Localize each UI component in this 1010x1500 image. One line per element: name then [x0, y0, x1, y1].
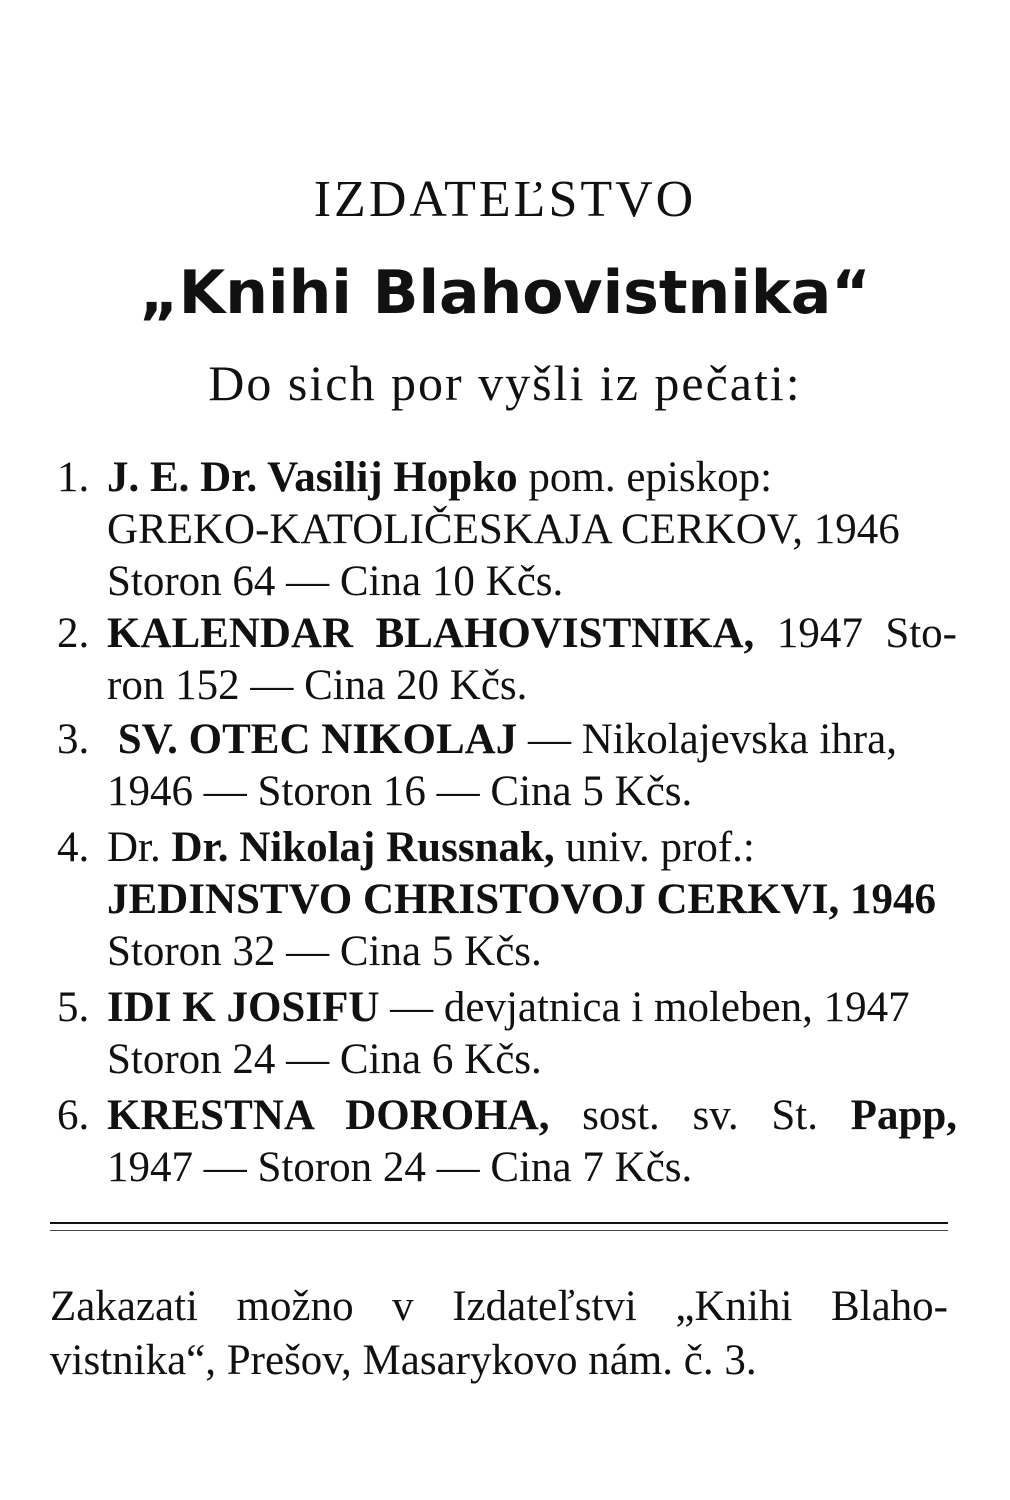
item-number: 3.	[57, 716, 90, 763]
item-author: Papp,	[850, 1092, 958, 1139]
item-number: 6.	[57, 1092, 90, 1139]
publisher-heading: IZDATEĽSTVO	[313, 171, 697, 228]
item-author: Dr. Nikolaj Russnak,	[171, 824, 555, 871]
item-title-line	[107, 982, 957, 1034]
item-author-line: Dr. Dr. Nikolaj Russnak, univ. prof.:	[107, 824, 755, 871]
item-author-line	[107, 452, 957, 504]
item-author-note: pom. episkop:	[528, 454, 773, 501]
divider-rule-thin	[50, 1230, 948, 1231]
item-number: 1.	[57, 454, 90, 501]
item-details: 1947 — Storon 24 — Cina 7 Kčs.	[107, 1144, 693, 1191]
item-author: J. E. Dr. Vasilij Hopko	[107, 454, 518, 501]
item-title-rest: — devjatnica i moleben, 1947	[390, 984, 910, 1031]
item-author-note: univ. prof.:	[565, 824, 755, 871]
item-title: KALENDAR BLAHOVISTNIKA,	[107, 610, 755, 657]
divider-rule	[50, 1222, 948, 1224]
item-details: Storon 32 — Cina 5 Kčs.	[107, 928, 542, 975]
item-details: ron 152 — Cina 20 Kčs.	[107, 662, 528, 709]
publisher-name-title: „Knihi Blahovistnika“	[139, 258, 871, 328]
order-footer	[50, 1280, 948, 1388]
item-number: 4.	[57, 824, 90, 871]
subtitle: Do sich por vyšli iz pečati:	[208, 355, 802, 411]
item-title-line	[107, 714, 957, 766]
item-details: Storon 24 — Cina 6 Kčs.	[107, 1036, 542, 1083]
item-details: 1946 — Storon 16 — Cina 5 Kčs.	[107, 768, 693, 815]
footer-line-2: vistnika“, Prešov, Masarykovo nám. č. 3.	[50, 1337, 757, 1384]
item-title-rest: 1947 Sto-	[776, 610, 957, 657]
item-title: IDI K JOSIFU	[107, 984, 380, 1031]
item-title-rest: sost. sv. St.	[582, 1092, 818, 1139]
item-title: SV. OTEC NIKOLAJ	[117, 716, 518, 763]
footer-line-1: Zakazati možno v Izdateľstvi „Knihi Blaho-	[50, 1283, 948, 1330]
item-title: KRESTNA DOROHA,	[107, 1092, 550, 1139]
item-number: 5.	[57, 984, 90, 1031]
item-title-line	[107, 1090, 957, 1142]
item-title-rest: — Nikolajevska ihra,	[527, 716, 897, 763]
item-title: GREKO-KATOLIČESKAJA CERKOV, 1946	[107, 506, 900, 553]
item-title: JEDINSTVO CHRISTOVOJ CERKVI, 1946	[107, 876, 936, 923]
item-number: 2.	[57, 610, 90, 657]
item-details: Storon 64 — Cina 10 Kčs.	[107, 558, 564, 605]
item-title-line	[107, 608, 957, 660]
